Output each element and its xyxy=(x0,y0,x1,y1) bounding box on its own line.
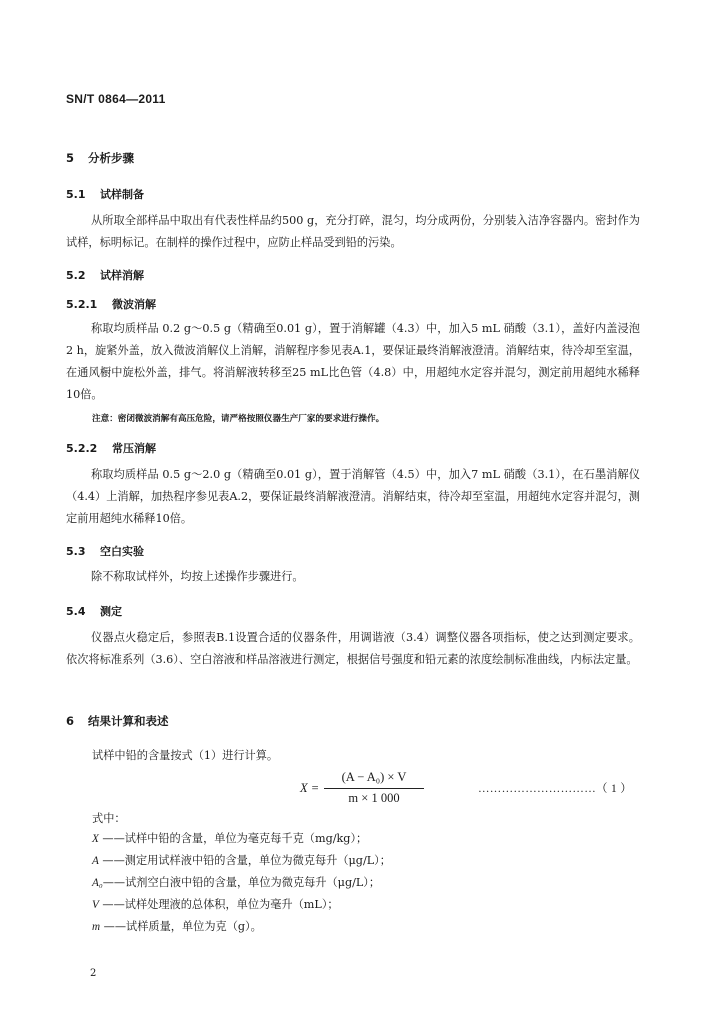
section-5-4-paragraph: 仪器点火稳定后，参照表B.1设置合适的仪器条件，用调谐液（3.4）调整仪器各项指标，使之达到测定要求。依次将标准系列（3.6）、空白溶液和样品溶液进行测定，根据信号强度和铅元素的浓度绘制标准曲线，内标法定量。 xyxy=(66,631,640,666)
variable-definition: V ——试样处理液的总体积，单位为毫升（mL）； xyxy=(92,898,339,911)
where-label: 式中： xyxy=(92,812,126,825)
standard-number: SN/T 0864—2011 xyxy=(66,92,166,106)
safety-note: 注意：密闭微波消解有高压危险，请严格按照仪器生产厂家的要求进行操作。 xyxy=(92,414,385,424)
section-5-1-heading: 5.1 试样制备 xyxy=(66,188,144,201)
variable-definition: A ——测定用试样液中铅的含量，单位为微克每升（μg/L）； xyxy=(92,854,391,867)
equation-number: …………………………（ 1 ） xyxy=(478,783,632,795)
section-5-4-heading: 5.4 测定 xyxy=(66,605,122,618)
formula-numerator: (A − A₀) × V xyxy=(341,770,407,784)
section-5-3-heading: 5.3 空白实验 xyxy=(66,545,144,558)
section-5-1-paragraph: 从所取全部样品中取出有代表性样品约500 g，充分打碎，混匀，均分成两份，分别装入洁净容器内。密封作为试样，标明标记。在制样的操作过程中，应防止样品受到铅的污染。 xyxy=(66,214,640,249)
section-5-2-2-heading: 5.2.2 常压消解 xyxy=(66,442,156,455)
formula-fraction xyxy=(324,770,424,806)
section-5-2-1-heading: 5.2.1 微波消解 xyxy=(66,298,156,311)
section-5-2-heading: 5.2 试样消解 xyxy=(66,269,144,282)
section-5-2-2-paragraph: 称取均质样品 0.5 g～2.0 g（精确至0.01 g），置于消解管（4.5）中，加入7 mL 硝酸（3.1），在石墨消解仪（4.4）上消解，加热程序参见表A.2，要保证最终消解液澄清。消解结束，待冷却至室温，用超纯水定容并混匀，测定前用超纯水稀释10倍。 xyxy=(66,468,640,525)
formula-denominator: m × 1 000 xyxy=(348,791,400,805)
variable-definition: m ——试样质量，单位为克（g）。 xyxy=(92,920,262,933)
section-5-2-1-paragraph: 称取均质样品 0.2 g～0.5 g（精确至0.01 g），置于消解罐（4.3）中，加入5 mL 硝酸（3.1），盖好内盖浸泡2 h，旋紧外盖，放入微波消解仪上消解，消解程序参见表A.1，要保证最终消解液澄清。消解结束，待冷却至室温，在通风橱中旋松外盖，排气。将消解液转移至25 mL比色管（4.8）中，用超纯水定容并混匀，测定前用超纯水稀释10倍。 xyxy=(66,322,640,401)
formula-lhs: X = xyxy=(300,781,320,795)
variable-definition: X ——试样中铅的含量，单位为毫克每千克（mg/kg）； xyxy=(92,832,368,845)
section-5-heading: 5 分析步骤 xyxy=(66,151,134,165)
section-6-heading: 6 结果计算和表述 xyxy=(66,714,169,728)
fraction-bar xyxy=(324,788,424,789)
page-number: 2 xyxy=(90,968,97,979)
section-5-3-paragraph: 除不称取试样外，均按上述操作步骤进行。 xyxy=(91,570,304,583)
variable-definition: A₀——试剂空白液中铅的含量，单位为微克每升（μg/L）； xyxy=(92,876,381,889)
formula-intro: 试样中铅的含量按式（1）进行计算。 xyxy=(92,749,279,762)
